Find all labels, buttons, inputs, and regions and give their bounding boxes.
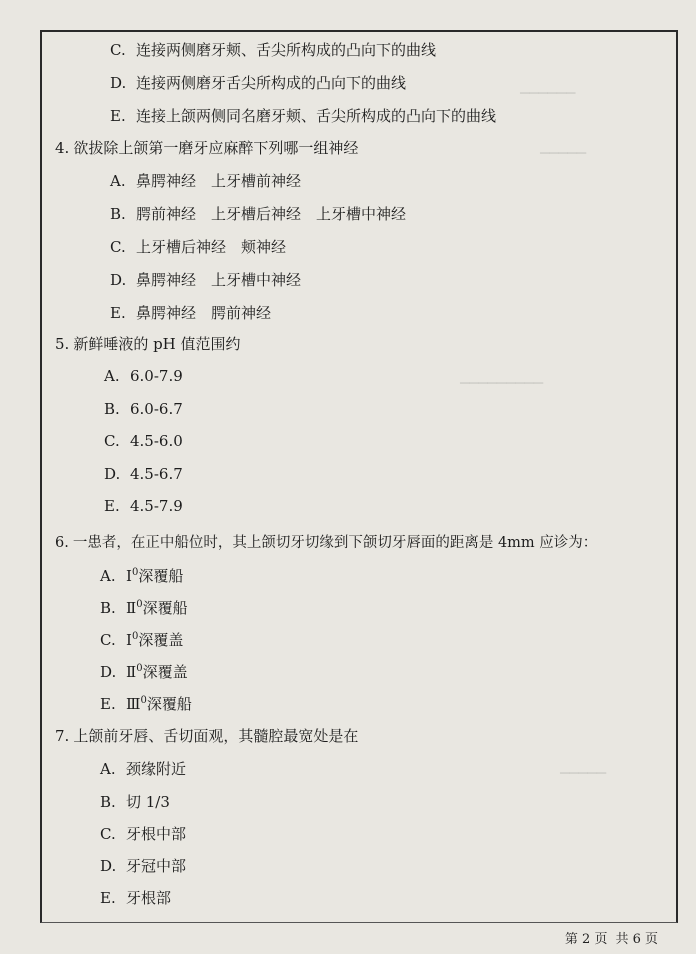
q4-option-b: B. 腭前神经 上牙槽后神经 上牙槽中神经 (110, 205, 407, 223)
q4-option-a: A. 鼻腭神经 上牙槽前神经 (110, 172, 302, 190)
q4-option-d: D. 鼻腭神经 上牙槽中神经 (110, 271, 302, 289)
page-number: 第 2 页 (564, 932, 608, 947)
q3-option-c: C. 连接两侧磨牙颊、舌尖所构成的凸向下的曲线 (110, 41, 437, 59)
q3-option-e: E. 连接上颌两侧同名磨牙颊、舌尖所构成的凸向下的曲线 (110, 107, 497, 125)
q4-option-c: C. 上牙槽后神经 颊神经 (110, 238, 287, 256)
question-7-stem: 7. 上颌前牙唇、舌切面观，其髓腔最宽处是在 (55, 727, 359, 745)
q6-option-a: A. Ⅰ$^0$深覆船 (100, 567, 184, 585)
q5-option-c: C. 4.5-6.0 (104, 432, 183, 450)
q7-option-b: B. 切 1/3 (100, 793, 170, 811)
q3-option-d: D. 连接两侧磨牙舌尖所构成的凸向下的曲线 (110, 74, 407, 92)
q6-option-e: E. Ⅲ$^0$深覆船 (100, 695, 192, 713)
q4-option-e: E. 鼻腭神经 腭前神经 (110, 304, 272, 322)
q5-option-b: B. 6.0-6.7 (104, 400, 183, 418)
q5-option-e: E. 4.5-7.9 (104, 497, 183, 515)
bleed-through-text: ▁▁▁▁▁▁▁▁▁ (460, 370, 544, 384)
q5-option-a: A. 6.0-7.9 (104, 367, 183, 385)
question-5-stem: 5. 新鲜唾液的 pH 值范围约 (55, 335, 241, 353)
bleed-through-text: ▁▁▁▁▁▁ (520, 80, 576, 94)
page-total: 共 6 页 (615, 932, 658, 947)
q6-option-b: B. Ⅱ$^0$深覆船 (100, 599, 188, 617)
q7-option-d: D. 牙冠中部 (100, 857, 187, 875)
q6-option-c: C. Ⅰ$^0$深覆盖 (100, 631, 184, 649)
bleed-through-text: ▁▁▁▁▁ (560, 760, 607, 774)
q7-option-a: A. 颈缘附近 (100, 760, 187, 778)
page-footer (557, 928, 658, 947)
q7-option-c: C. 牙根中部 (100, 825, 187, 843)
q6-option-d: D. Ⅱ$^0$深覆盖 (100, 663, 188, 681)
question-6-stem: 6. 一患者，在正中船位时，其上颌切牙切缘到下颌切牙唇面的距离是 4mm 应诊为： (55, 535, 598, 551)
bleed-through-text: ▁▁▁▁▁ (540, 140, 587, 154)
q7-option-e: E. 牙根部 (100, 889, 172, 907)
question-4-stem: 4. 欲拔除上颌第一磨牙应麻醉下列哪一组神经 (55, 139, 359, 157)
q5-option-d: D. 4.5-6.7 (104, 465, 183, 483)
